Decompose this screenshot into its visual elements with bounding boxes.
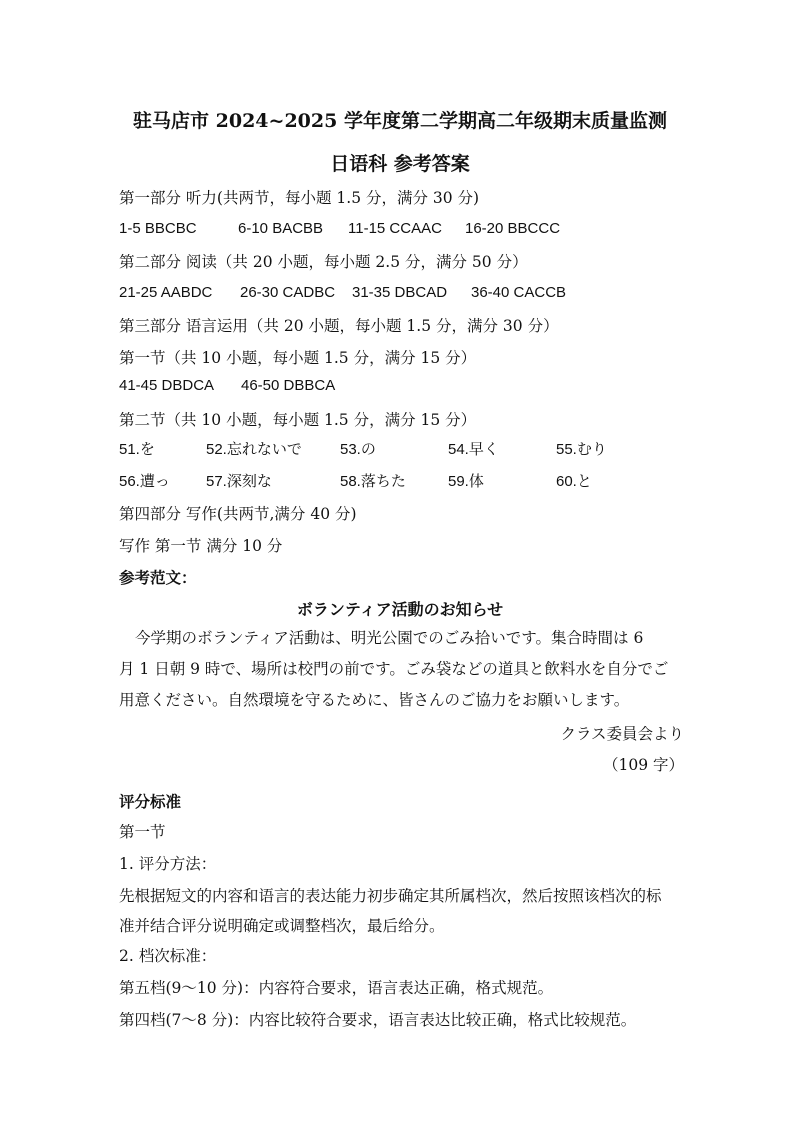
- scoring-levels-heading: 2. 档次标准：: [119, 947, 217, 965]
- answer-item: 54.早く: [448, 441, 499, 458]
- scoring-level-5: 第五档(9～10 分)：内容符合要求，语言表达正确，格式规范。: [119, 979, 554, 997]
- part3-heading: 第三部分 语言运用（共 20 小题，每小题 1.5 分，满分 30 分）: [119, 317, 559, 335]
- answer-group: 36-40 CACCB: [471, 284, 567, 301]
- answer-group: 41-45 DBDCA: [119, 377, 215, 394]
- answer-group: 21-25 AABDC: [119, 284, 213, 301]
- sample-signature: クラス委員会より: [560, 725, 684, 743]
- part1-heading: 第一部分 听力(共两节，每小题 1.5 分，满分 30 分): [119, 189, 480, 207]
- answer-item: 60.と: [556, 473, 592, 490]
- scoring-heading: 评分标准: [119, 792, 182, 811]
- sample-essay: [119, 623, 684, 716]
- document-subtitle: 日语科 参考答案: [330, 153, 470, 175]
- scoring-level-4: 第四档(7～8 分)：内容比较符合要求，语言表达比较正确，格式比较规范。: [119, 1011, 637, 1029]
- answer-group: 46-50 DBBCA: [241, 377, 336, 394]
- answer-item: 51.を: [119, 441, 155, 458]
- sample-char-count: （109 字）: [602, 756, 684, 774]
- answer-item: 56.遭っ: [119, 473, 170, 490]
- document-title: 驻马店市 2024~2025 学年度第二学期高二年级期末质量监测: [133, 110, 667, 132]
- answer-group: 6-10 BACBB: [238, 220, 324, 237]
- sample-line: 今学期のボランティア活動は、明光公園でのごみ拾いです。集合時間は 6: [135, 629, 644, 647]
- answer-group: 16-20 BBCCC: [465, 220, 561, 237]
- part4-heading: 第四部分 写作(共两节,满分 40 分): [119, 505, 357, 523]
- answer-group: 1-5 BBCBC: [119, 220, 197, 237]
- answer-item: 59.体: [448, 473, 484, 490]
- sample-label: 参考范文：: [119, 568, 197, 587]
- answer-item: 55.むり: [556, 441, 607, 458]
- scoring-method-text: 先根据短文的内容和语言的表达能力初步确定其所属档次，然后按照该档次的标: [119, 887, 662, 905]
- answer-item: 52.忘れないで: [206, 441, 302, 458]
- answer-item: 57.深刻な: [206, 473, 272, 490]
- part3-section1-heading: 第一节（共 10 小题，每小题 1.5 分，满分 15 分）: [119, 349, 477, 367]
- sample-line: 月 1 日朝 9 時で、場所は校門の前です。ごみ袋などの道具と飲料水を自分でご: [119, 660, 669, 678]
- answer-item: 58.落ちた: [340, 473, 406, 490]
- scoring-section: 第一节: [119, 823, 166, 841]
- part2-heading: 第二部分 阅读（共 20 小题，每小题 2.5 分，满分 50 分）: [119, 253, 528, 271]
- part4-section1-heading: 写作 第一节 满分 10 分: [119, 537, 283, 555]
- answer-group: 26-30 CADBC: [240, 284, 336, 301]
- sample-title: ボランティア活動のお知らせ: [296, 600, 504, 619]
- answer-group: 11-15 CCAAC: [348, 220, 442, 237]
- part3-section2-heading: 第二节（共 10 小题，每小题 1.5 分，满分 15 分）: [119, 411, 477, 429]
- scoring-method-heading: 1. 评分方法：: [119, 855, 217, 873]
- answer-item: 53.の: [340, 441, 376, 458]
- answer-group: 31-35 DBCAD: [352, 284, 448, 301]
- scoring-method-text: 准并结合评分说明确定或调整档次，最后给分。: [119, 917, 445, 935]
- sample-line: 用意ください。自然環境を守るために、皆さんのご協力をお願いします。: [119, 691, 630, 709]
